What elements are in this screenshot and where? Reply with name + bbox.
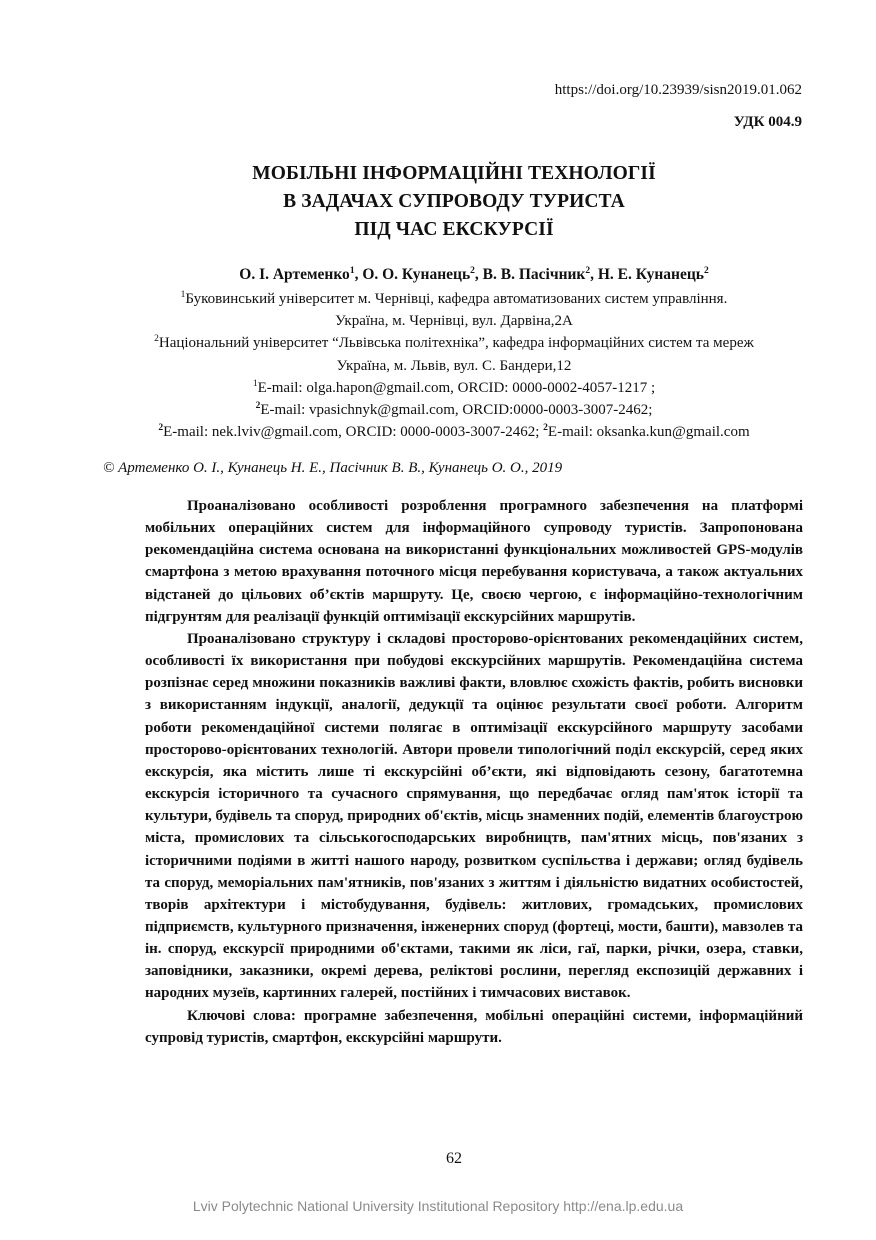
- email-line-1: [0, 377, 876, 399]
- affiliation-mark: 2: [154, 334, 159, 345]
- affiliation-mark: 2: [543, 423, 548, 434]
- udk-code: УДК 004.9: [733, 114, 802, 130]
- affiliation-mark: 2: [255, 401, 261, 412]
- abstract: [145, 495, 803, 1049]
- email-1[interactable]: E-mail: olga.hapon@gmail.com, ORCID: 0000-0002-4057-1217 ;: [257, 379, 656, 396]
- email-line-2: [0, 399, 876, 421]
- affiliation-mark: 1: [252, 378, 258, 389]
- email-4[interactable]: E-mail: oksanka.kun@gmail.com: [547, 424, 750, 441]
- author-affiliation-mark: 2: [703, 265, 709, 276]
- affiliation-mark: 2: [158, 423, 164, 434]
- author-affiliation-mark: 2: [585, 265, 591, 276]
- email-line-3: [0, 421, 876, 443]
- author-name: Н. Е. Кунанець: [597, 266, 704, 283]
- affiliation-mark: 1: [180, 290, 186, 300]
- keywords: Ключові слова: програмне забезпечення, мобільні операційні системи, інформаційний супровід туристів, смартфон, екскурсійні маршрути.: [145, 1007, 803, 1046]
- affiliation-1-address: Україна, м. Чернівці, вул. Дарвіна,2А: [335, 313, 573, 330]
- author-name: В. В. Пасічник: [482, 266, 586, 283]
- abstract-paragraph-2: Проаналізовано структуру і складові просторово-орієнтованих рекомендаційних систем, особливості їх використання при побудові екскурсійних маршрутів. Рекомендаційна система розпізнає серед множини показників важливі факти, вловлює схожість фактів, робить висновки з використанням індукції, аналогії, дедукції та оцінює результати своєї роботи. Алгоритм роботи рекомендаційної системи полягає в оптимізації екскурсійного маршруту засобами просторово-орієнтованих технологій. Автори провели типологічний поділ екскурсій, серед яких екскурсія, яка містить лише ті екскурсійні об’єкти, які відповідають сезону, багатотемна екскурсія історичного та сучасного спрямування, що передбачає огляд пам'яток історії та культури, будівель та споруд, природних об'єктів, місць знаменних подій, елементів благоустрою міста, промислових та сільськогосподарських виробництв, пам'ятних місць, пов'язаних з історичними подіями в житті нашого народу, розвитком суспільства і держави; огляд будівель та споруд, меморіальних пам'ятників, пов'язаних з життям і діяльністю видатних особистостей, творів архітектури і містобудування, будівель: житлових, громадських, промислових підприємств, культурного призначення, інженерних споруд (фортеці, мости, башти), мавзолев та ін. споруд, екскурсії природними об'єктами, такими як ліси, гаї, парки, річки, озера, ставки, заповідники, заказники, окремі дерева, реліктові рослини, перегляд експозицій державних і народних музеїв, картинних галерей, постійних і тимчасових виставок.: [145, 630, 803, 1002]
- author-affiliation-mark: 2: [470, 265, 475, 276]
- author-name: О. І. Артеменко: [239, 266, 350, 283]
- title-line-2: В ЗАДАЧАХ СУПРОВОДУ ТУРИСТА: [283, 191, 625, 212]
- copyright-notice: © Артеменко О. І., Кунанець Н. Е., Пасічник В. В., Кунанець О. О., 2019: [103, 460, 563, 476]
- email-3[interactable]: E-mail: nek.lviv@gmail.com, ORCID: 0000-0003-3007-2462;: [163, 424, 544, 441]
- title-line-3: ПІД ЧАС ЕКСКУРСІЇ: [354, 219, 554, 240]
- affiliations: [0, 288, 876, 443]
- author-affiliation-mark: 1: [349, 265, 355, 276]
- affiliation-1: [0, 288, 876, 310]
- doi-link[interactable]: https://doi.org/10.23939/sisn2019.01.062: [554, 82, 802, 98]
- affiliation-2-address: Україна, м. Львів, вул. С. Бандери,12: [336, 357, 572, 374]
- page-number: 62: [446, 1150, 462, 1167]
- author-name: О. О. Кунанець: [362, 266, 471, 283]
- affiliation-2-line-1: Національний університет “Львівська політехніка”, кафедра інформаційних систем та мереж: [158, 335, 754, 352]
- author-list: О. І. Артеменко$^1$, О. О. Кунанець$^2$, В. В. Пасічник$^2$, Н. Е. Кунанець$^2$: [239, 265, 709, 283]
- title-line-1: МОБІЛЬНІ ІНФОРМАЦІЙНІ ТЕХНОЛОГІЇ: [252, 163, 656, 184]
- affiliation-1-line-1: Буковинський університет м. Чернівці, кафедра автоматизованих систем управління.: [185, 291, 728, 307]
- email-2[interactable]: E-mail: vpasichnyk@gmail.com, ORCID:0000-0003-3007-2462;: [260, 402, 653, 419]
- abstract-paragraph-1: Проаналізовано особливості розроблення програмного забезпечення на платформі мобільних операційних систем для інформаційного супроводу туристів. Запропонована рекомендаційна система основана на використанні функціональних можливостей GPS-модулів смартфона з метою врахування поточного місця перебування користувача, а також актуальних відстаней до цільових об’єктів маршруту. Це, своєю чергою, є інформаційно-технологічним підгрунтям для реалізації функцій оптимізації екскурсійних маршрутів.: [145, 498, 803, 625]
- paper-title: [0, 160, 876, 244]
- repository-footer[interactable]: Lviv Polytechnic National University Institutional Repository http://ena.lp.edu.ua: [192, 1198, 684, 1214]
- affiliation-2: [0, 332, 876, 354]
